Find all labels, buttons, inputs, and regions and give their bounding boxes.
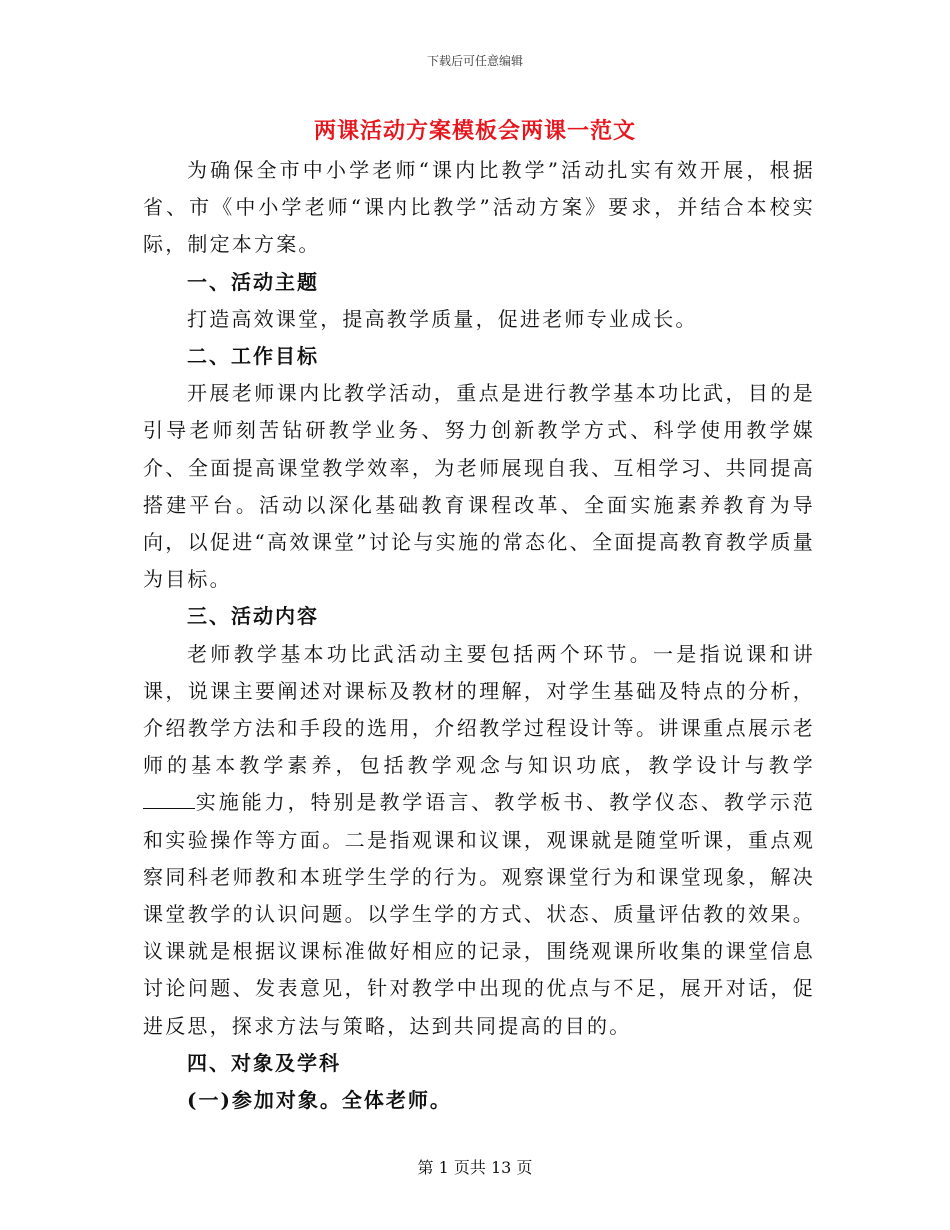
fill-blank bbox=[143, 790, 195, 809]
section-heading-goals: 二、工作目标 bbox=[187, 344, 319, 369]
intro-paragraph: 为确保全市中小学老师“课内比教学”活动扎实有效开展，根据省、市《中小学老师“课内比教学”活动方案》要求，并结合本校实际，制定本方案。 bbox=[143, 158, 815, 257]
section-heading-theme: 一、活动主题 bbox=[187, 269, 319, 294]
page-footer: 第 1 页共 13 页 bbox=[417, 1158, 533, 1177]
section-text-goals: 开展老师课内比教学活动，重点是进行教学基本功比武，目的是引导老师刻苦钻研教学业务、努力创新教学方式、科学使用教学媒介、全面提高课堂教学效率，为老师展现自我、互相学习、共同提高搭建平台。活动以深化基础教育课程改革、全面实施素养教育为导向，以促进“高效课堂”讨论与实施的常态化、全面提高教育教学质量为目标。 bbox=[143, 381, 815, 592]
section-text-theme: 打造高效课堂，提高教学质量，促进老师专业成长。 bbox=[187, 306, 698, 331]
document-title: 两课活动方案模板会两课一范文 bbox=[313, 118, 636, 144]
header-note: 下载后可任意编辑 bbox=[426, 54, 523, 68]
document-body bbox=[143, 152, 815, 1119]
content-text-part2: 实施能力，特别是教学语言、教学板书、教学仪态、教学示范和实验操作等方面。二是指观课和议课，观课就是随堂听课，重点观察同科老师教和本班学生学的行为。观察课堂行为和课堂现象，解决课堂教学的认识问题。以学生学的方式、状态、质量评估教的效果。议课就是根据议课标准做好相应的记录，围绕观课所收集的课堂信息讨论问题、发表意见，针对教学中出现的优点与不足，展开对话，促进反思，探求方法与策略，达到共同提高的目的。 bbox=[143, 790, 815, 1038]
section-heading-participants: 四、对象及学科 bbox=[187, 1050, 341, 1075]
section-text-content bbox=[143, 636, 815, 1045]
content-text-part1: 老师教学基本功比武活动主要包括两个环节。一是指说课和讲课，说课主要阐述对课标及教材的理解，对学生基础及特点的分析，介绍教学方法和手段的选用，介绍教学过程设计等。讲课重点展示老师的基本教学素养，包括教学观念与知识功底，教学设计与教学 bbox=[143, 641, 815, 778]
subsection-participants: (一)参加对象。全体老师。 bbox=[187, 1088, 452, 1113]
section-heading-content: 三、活动内容 bbox=[187, 604, 319, 629]
